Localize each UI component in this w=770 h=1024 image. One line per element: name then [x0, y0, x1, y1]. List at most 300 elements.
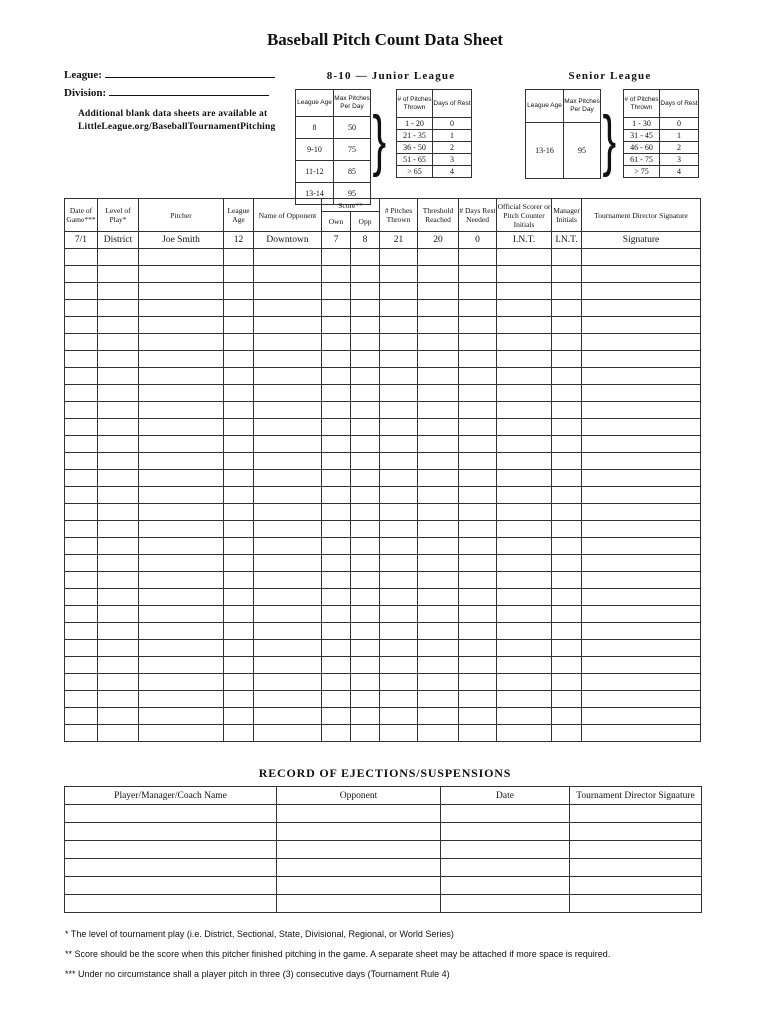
cell-scorer[interactable]	[497, 504, 552, 521]
cell-scorer[interactable]	[497, 572, 552, 589]
cell-league-age[interactable]	[224, 334, 254, 351]
ejection-cell-name[interactable]	[65, 877, 277, 895]
cell-scorer[interactable]	[497, 283, 552, 300]
cell-pitches-thrown[interactable]	[380, 334, 418, 351]
cell-threshold[interactable]	[418, 385, 459, 402]
cell-director[interactable]	[582, 555, 701, 572]
cell-league-age[interactable]	[224, 300, 254, 317]
cell-director[interactable]	[582, 725, 701, 742]
cell-days-rest[interactable]	[459, 708, 497, 725]
cell-manager[interactable]	[552, 334, 582, 351]
cell-level[interactable]	[98, 266, 139, 283]
cell-level[interactable]	[98, 283, 139, 300]
ejection-cell-opponent[interactable]	[277, 823, 441, 841]
cell-score-own[interactable]	[322, 521, 351, 538]
ejection-cell-opponent[interactable]	[277, 877, 441, 895]
cell-score-opp[interactable]	[351, 555, 380, 572]
cell-score-opp[interactable]	[351, 419, 380, 436]
cell-league-age[interactable]	[224, 402, 254, 419]
cell-score-opp[interactable]: 8	[351, 232, 380, 249]
cell-score-opp[interactable]	[351, 691, 380, 708]
cell-score-opp[interactable]	[351, 317, 380, 334]
cell-date[interactable]	[65, 589, 98, 606]
cell-league-age[interactable]	[224, 283, 254, 300]
cell-threshold[interactable]	[418, 249, 459, 266]
cell-days-rest[interactable]	[459, 606, 497, 623]
cell-score-opp[interactable]	[351, 606, 380, 623]
cell-score-opp[interactable]	[351, 521, 380, 538]
cell-threshold[interactable]	[418, 453, 459, 470]
cell-manager[interactable]: I.N.T.	[552, 232, 582, 249]
cell-director[interactable]	[582, 419, 701, 436]
cell-threshold[interactable]	[418, 606, 459, 623]
cell-director[interactable]	[582, 657, 701, 674]
cell-manager[interactable]	[552, 589, 582, 606]
cell-opponent[interactable]	[254, 300, 322, 317]
cell-opponent[interactable]	[254, 589, 322, 606]
cell-date[interactable]	[65, 402, 98, 419]
cell-manager[interactable]	[552, 640, 582, 657]
cell-manager[interactable]	[552, 368, 582, 385]
cell-score-opp[interactable]	[351, 725, 380, 742]
cell-scorer[interactable]	[497, 708, 552, 725]
cell-director[interactable]	[582, 470, 701, 487]
cell-league-age[interactable]	[224, 368, 254, 385]
cell-manager[interactable]	[552, 317, 582, 334]
cell-score-own[interactable]	[322, 640, 351, 657]
cell-days-rest[interactable]	[459, 521, 497, 538]
cell-league-age[interactable]	[224, 555, 254, 572]
cell-days-rest[interactable]	[459, 300, 497, 317]
cell-score-opp[interactable]	[351, 504, 380, 521]
cell-scorer[interactable]	[497, 419, 552, 436]
cell-level[interactable]	[98, 555, 139, 572]
cell-score-own[interactable]	[322, 674, 351, 691]
cell-pitcher[interactable]	[139, 572, 224, 589]
cell-opponent[interactable]	[254, 606, 322, 623]
cell-date[interactable]	[65, 436, 98, 453]
cell-threshold[interactable]	[418, 317, 459, 334]
cell-scorer[interactable]	[497, 606, 552, 623]
cell-pitcher[interactable]	[139, 385, 224, 402]
division-input-line[interactable]	[109, 86, 269, 96]
cell-score-opp[interactable]	[351, 589, 380, 606]
cell-date[interactable]	[65, 300, 98, 317]
cell-league-age[interactable]	[224, 453, 254, 470]
cell-days-rest[interactable]	[459, 572, 497, 589]
cell-manager[interactable]	[552, 487, 582, 504]
cell-scorer[interactable]	[497, 368, 552, 385]
cell-pitcher[interactable]	[139, 674, 224, 691]
cell-level[interactable]	[98, 623, 139, 640]
cell-days-rest[interactable]	[459, 725, 497, 742]
cell-manager[interactable]	[552, 572, 582, 589]
cell-manager[interactable]	[552, 453, 582, 470]
cell-pitcher[interactable]	[139, 504, 224, 521]
cell-director[interactable]	[582, 453, 701, 470]
cell-date[interactable]	[65, 606, 98, 623]
cell-manager[interactable]	[552, 351, 582, 368]
cell-pitches-thrown[interactable]	[380, 708, 418, 725]
cell-pitcher[interactable]	[139, 606, 224, 623]
cell-opponent[interactable]	[254, 351, 322, 368]
cell-date[interactable]: 7/1	[65, 232, 98, 249]
cell-director[interactable]	[582, 708, 701, 725]
cell-opponent[interactable]	[254, 708, 322, 725]
cell-level[interactable]	[98, 725, 139, 742]
cell-pitcher[interactable]	[139, 368, 224, 385]
cell-opponent[interactable]	[254, 283, 322, 300]
cell-score-own[interactable]	[322, 334, 351, 351]
cell-score-own[interactable]	[322, 538, 351, 555]
ejection-cell-opponent[interactable]	[277, 841, 441, 859]
cell-pitcher[interactable]	[139, 623, 224, 640]
cell-score-own[interactable]	[322, 385, 351, 402]
cell-director[interactable]	[582, 674, 701, 691]
ejection-cell-signature[interactable]	[570, 859, 702, 877]
cell-date[interactable]	[65, 487, 98, 504]
cell-pitcher[interactable]	[139, 470, 224, 487]
cell-threshold[interactable]	[418, 487, 459, 504]
cell-director[interactable]	[582, 351, 701, 368]
cell-date[interactable]	[65, 640, 98, 657]
cell-league-age[interactable]: 12	[224, 232, 254, 249]
cell-date[interactable]	[65, 708, 98, 725]
cell-league-age[interactable]	[224, 589, 254, 606]
cell-league-age[interactable]	[224, 385, 254, 402]
cell-date[interactable]	[65, 572, 98, 589]
cell-threshold[interactable]	[418, 640, 459, 657]
cell-pitcher[interactable]	[139, 640, 224, 657]
cell-league-age[interactable]	[224, 725, 254, 742]
cell-league-age[interactable]	[224, 521, 254, 538]
cell-score-own[interactable]	[322, 589, 351, 606]
cell-opponent[interactable]	[254, 487, 322, 504]
cell-pitcher[interactable]	[139, 691, 224, 708]
cell-scorer[interactable]	[497, 385, 552, 402]
ejection-cell-signature[interactable]	[570, 841, 702, 859]
cell-scorer[interactable]	[497, 487, 552, 504]
cell-date[interactable]	[65, 249, 98, 266]
cell-pitches-thrown[interactable]	[380, 504, 418, 521]
cell-director[interactable]	[582, 385, 701, 402]
cell-score-own[interactable]	[322, 283, 351, 300]
cell-scorer[interactable]	[497, 521, 552, 538]
cell-pitcher[interactable]	[139, 521, 224, 538]
cell-scorer[interactable]	[497, 334, 552, 351]
cell-director[interactable]	[582, 691, 701, 708]
cell-director[interactable]	[582, 572, 701, 589]
cell-director[interactable]	[582, 334, 701, 351]
cell-pitches-thrown[interactable]	[380, 640, 418, 657]
cell-manager[interactable]	[552, 402, 582, 419]
cell-director[interactable]	[582, 606, 701, 623]
cell-level[interactable]	[98, 317, 139, 334]
cell-opponent[interactable]	[254, 436, 322, 453]
cell-score-opp[interactable]	[351, 300, 380, 317]
cell-score-own[interactable]	[322, 725, 351, 742]
cell-score-own[interactable]: 7	[322, 232, 351, 249]
cell-threshold[interactable]	[418, 555, 459, 572]
cell-manager[interactable]	[552, 521, 582, 538]
cell-days-rest[interactable]	[459, 487, 497, 504]
cell-level[interactable]	[98, 487, 139, 504]
cell-date[interactable]	[65, 419, 98, 436]
cell-pitcher[interactable]	[139, 419, 224, 436]
cell-opponent[interactable]	[254, 572, 322, 589]
cell-league-age[interactable]	[224, 351, 254, 368]
cell-date[interactable]	[65, 334, 98, 351]
ejection-cell-signature[interactable]	[570, 823, 702, 841]
cell-pitcher[interactable]	[139, 317, 224, 334]
cell-days-rest[interactable]	[459, 249, 497, 266]
cell-days-rest[interactable]	[459, 385, 497, 402]
cell-league-age[interactable]	[224, 487, 254, 504]
cell-pitches-thrown[interactable]	[380, 691, 418, 708]
cell-manager[interactable]	[552, 283, 582, 300]
cell-opponent[interactable]	[254, 453, 322, 470]
ejection-cell-date[interactable]	[441, 877, 570, 895]
cell-director[interactable]	[582, 300, 701, 317]
cell-league-age[interactable]	[224, 623, 254, 640]
cell-manager[interactable]	[552, 691, 582, 708]
cell-pitcher[interactable]	[139, 657, 224, 674]
cell-pitches-thrown[interactable]	[380, 402, 418, 419]
cell-league-age[interactable]	[224, 708, 254, 725]
cell-league-age[interactable]	[224, 691, 254, 708]
cell-threshold[interactable]	[418, 368, 459, 385]
cell-days-rest[interactable]	[459, 470, 497, 487]
cell-pitcher[interactable]	[139, 351, 224, 368]
cell-level[interactable]	[98, 351, 139, 368]
cell-league-age[interactable]	[224, 572, 254, 589]
cell-pitcher[interactable]	[139, 487, 224, 504]
cell-score-own[interactable]	[322, 402, 351, 419]
cell-opponent[interactable]	[254, 385, 322, 402]
cell-league-age[interactable]	[224, 538, 254, 555]
cell-manager[interactable]	[552, 708, 582, 725]
cell-level[interactable]	[98, 436, 139, 453]
ejection-cell-date[interactable]	[441, 895, 570, 913]
cell-score-opp[interactable]	[351, 623, 380, 640]
cell-pitches-thrown[interactable]	[380, 436, 418, 453]
cell-level[interactable]	[98, 504, 139, 521]
ejection-cell-date[interactable]	[441, 859, 570, 877]
cell-league-age[interactable]	[224, 674, 254, 691]
ejection-cell-name[interactable]	[65, 823, 277, 841]
cell-pitcher[interactable]	[139, 538, 224, 555]
cell-pitches-thrown[interactable]	[380, 606, 418, 623]
cell-manager[interactable]	[552, 725, 582, 742]
cell-date[interactable]	[65, 725, 98, 742]
cell-score-own[interactable]	[322, 317, 351, 334]
cell-league-age[interactable]	[224, 317, 254, 334]
ejection-cell-name[interactable]	[65, 895, 277, 913]
cell-days-rest[interactable]	[459, 453, 497, 470]
cell-level[interactable]	[98, 572, 139, 589]
cell-threshold[interactable]	[418, 657, 459, 674]
cell-threshold[interactable]	[418, 402, 459, 419]
cell-level[interactable]	[98, 419, 139, 436]
cell-score-opp[interactable]	[351, 351, 380, 368]
cell-score-opp[interactable]	[351, 249, 380, 266]
cell-score-opp[interactable]	[351, 402, 380, 419]
cell-scorer[interactable]	[497, 249, 552, 266]
cell-opponent[interactable]	[254, 640, 322, 657]
cell-level[interactable]	[98, 470, 139, 487]
cell-director[interactable]	[582, 521, 701, 538]
cell-score-own[interactable]	[322, 708, 351, 725]
cell-threshold[interactable]	[418, 521, 459, 538]
cell-threshold[interactable]	[418, 708, 459, 725]
cell-opponent[interactable]	[254, 368, 322, 385]
cell-score-opp[interactable]	[351, 453, 380, 470]
cell-pitches-thrown[interactable]	[380, 487, 418, 504]
cell-score-opp[interactable]	[351, 283, 380, 300]
cell-score-own[interactable]	[322, 368, 351, 385]
cell-threshold[interactable]: 20	[418, 232, 459, 249]
cell-score-own[interactable]	[322, 351, 351, 368]
cell-scorer[interactable]	[497, 725, 552, 742]
cell-score-own[interactable]	[322, 623, 351, 640]
cell-score-own[interactable]	[322, 300, 351, 317]
cell-days-rest[interactable]	[459, 436, 497, 453]
cell-league-age[interactable]	[224, 419, 254, 436]
cell-league-age[interactable]	[224, 606, 254, 623]
cell-pitcher[interactable]	[139, 266, 224, 283]
cell-score-opp[interactable]	[351, 334, 380, 351]
cell-days-rest[interactable]	[459, 691, 497, 708]
cell-league-age[interactable]	[224, 436, 254, 453]
cell-score-own[interactable]	[322, 419, 351, 436]
cell-threshold[interactable]	[418, 725, 459, 742]
cell-scorer[interactable]	[497, 300, 552, 317]
cell-manager[interactable]	[552, 674, 582, 691]
cell-date[interactable]	[65, 538, 98, 555]
cell-pitches-thrown[interactable]	[380, 385, 418, 402]
cell-days-rest[interactable]	[459, 657, 497, 674]
cell-manager[interactable]	[552, 504, 582, 521]
cell-scorer[interactable]	[497, 691, 552, 708]
cell-scorer[interactable]	[497, 470, 552, 487]
cell-score-own[interactable]	[322, 572, 351, 589]
ejection-cell-name[interactable]	[65, 805, 277, 823]
cell-level[interactable]	[98, 368, 139, 385]
cell-pitches-thrown[interactable]	[380, 538, 418, 555]
cell-date[interactable]	[65, 317, 98, 334]
cell-manager[interactable]	[552, 436, 582, 453]
cell-threshold[interactable]	[418, 351, 459, 368]
cell-opponent[interactable]	[254, 555, 322, 572]
cell-score-opp[interactable]	[351, 572, 380, 589]
cell-days-rest[interactable]	[459, 674, 497, 691]
cell-score-opp[interactable]	[351, 487, 380, 504]
cell-score-own[interactable]	[322, 691, 351, 708]
cell-date[interactable]	[65, 470, 98, 487]
cell-date[interactable]	[65, 351, 98, 368]
cell-score-opp[interactable]	[351, 470, 380, 487]
cell-pitches-thrown[interactable]	[380, 521, 418, 538]
cell-director[interactable]	[582, 436, 701, 453]
cell-director[interactable]	[582, 266, 701, 283]
cell-pitches-thrown[interactable]	[380, 674, 418, 691]
cell-pitcher[interactable]	[139, 453, 224, 470]
cell-days-rest[interactable]	[459, 589, 497, 606]
cell-date[interactable]	[65, 368, 98, 385]
cell-level[interactable]	[98, 606, 139, 623]
cell-date[interactable]	[65, 521, 98, 538]
cell-scorer[interactable]	[497, 640, 552, 657]
cell-scorer[interactable]	[497, 674, 552, 691]
cell-level[interactable]	[98, 300, 139, 317]
cell-league-age[interactable]	[224, 657, 254, 674]
cell-opponent[interactable]	[254, 623, 322, 640]
cell-days-rest[interactable]	[459, 368, 497, 385]
cell-days-rest[interactable]: 0	[459, 232, 497, 249]
cell-manager[interactable]	[552, 606, 582, 623]
cell-score-own[interactable]	[322, 555, 351, 572]
cell-opponent[interactable]	[254, 470, 322, 487]
cell-pitches-thrown[interactable]	[380, 249, 418, 266]
cell-director[interactable]	[582, 283, 701, 300]
cell-days-rest[interactable]	[459, 317, 497, 334]
cell-threshold[interactable]	[418, 691, 459, 708]
cell-scorer[interactable]: I.N.T.	[497, 232, 552, 249]
cell-manager[interactable]	[552, 266, 582, 283]
cell-league-age[interactable]	[224, 470, 254, 487]
cell-director[interactable]	[582, 589, 701, 606]
cell-threshold[interactable]	[418, 300, 459, 317]
ejection-cell-name[interactable]	[65, 841, 277, 859]
cell-pitches-thrown[interactable]	[380, 300, 418, 317]
cell-pitcher[interactable]	[139, 436, 224, 453]
cell-days-rest[interactable]	[459, 283, 497, 300]
cell-pitches-thrown[interactable]	[380, 453, 418, 470]
cell-director[interactable]	[582, 487, 701, 504]
cell-manager[interactable]	[552, 470, 582, 487]
cell-director[interactable]	[582, 249, 701, 266]
cell-pitches-thrown[interactable]	[380, 725, 418, 742]
cell-threshold[interactable]	[418, 334, 459, 351]
cell-director[interactable]	[582, 402, 701, 419]
league-input-line[interactable]	[105, 68, 275, 78]
cell-score-opp[interactable]	[351, 436, 380, 453]
cell-pitches-thrown[interactable]: 21	[380, 232, 418, 249]
cell-pitches-thrown[interactable]	[380, 351, 418, 368]
cell-date[interactable]	[65, 283, 98, 300]
cell-score-own[interactable]	[322, 249, 351, 266]
cell-scorer[interactable]	[497, 436, 552, 453]
cell-score-opp[interactable]	[351, 674, 380, 691]
cell-pitches-thrown[interactable]	[380, 419, 418, 436]
cell-opponent[interactable]	[254, 521, 322, 538]
cell-score-opp[interactable]	[351, 657, 380, 674]
cell-pitcher[interactable]	[139, 402, 224, 419]
cell-threshold[interactable]	[418, 538, 459, 555]
cell-scorer[interactable]	[497, 351, 552, 368]
cell-level[interactable]	[98, 249, 139, 266]
ejection-cell-opponent[interactable]	[277, 805, 441, 823]
cell-opponent[interactable]	[254, 317, 322, 334]
cell-pitcher[interactable]	[139, 555, 224, 572]
cell-scorer[interactable]	[497, 623, 552, 640]
cell-threshold[interactable]	[418, 572, 459, 589]
cell-threshold[interactable]	[418, 266, 459, 283]
cell-days-rest[interactable]	[459, 351, 497, 368]
cell-date[interactable]	[65, 623, 98, 640]
cell-date[interactable]	[65, 555, 98, 572]
cell-opponent[interactable]	[254, 249, 322, 266]
